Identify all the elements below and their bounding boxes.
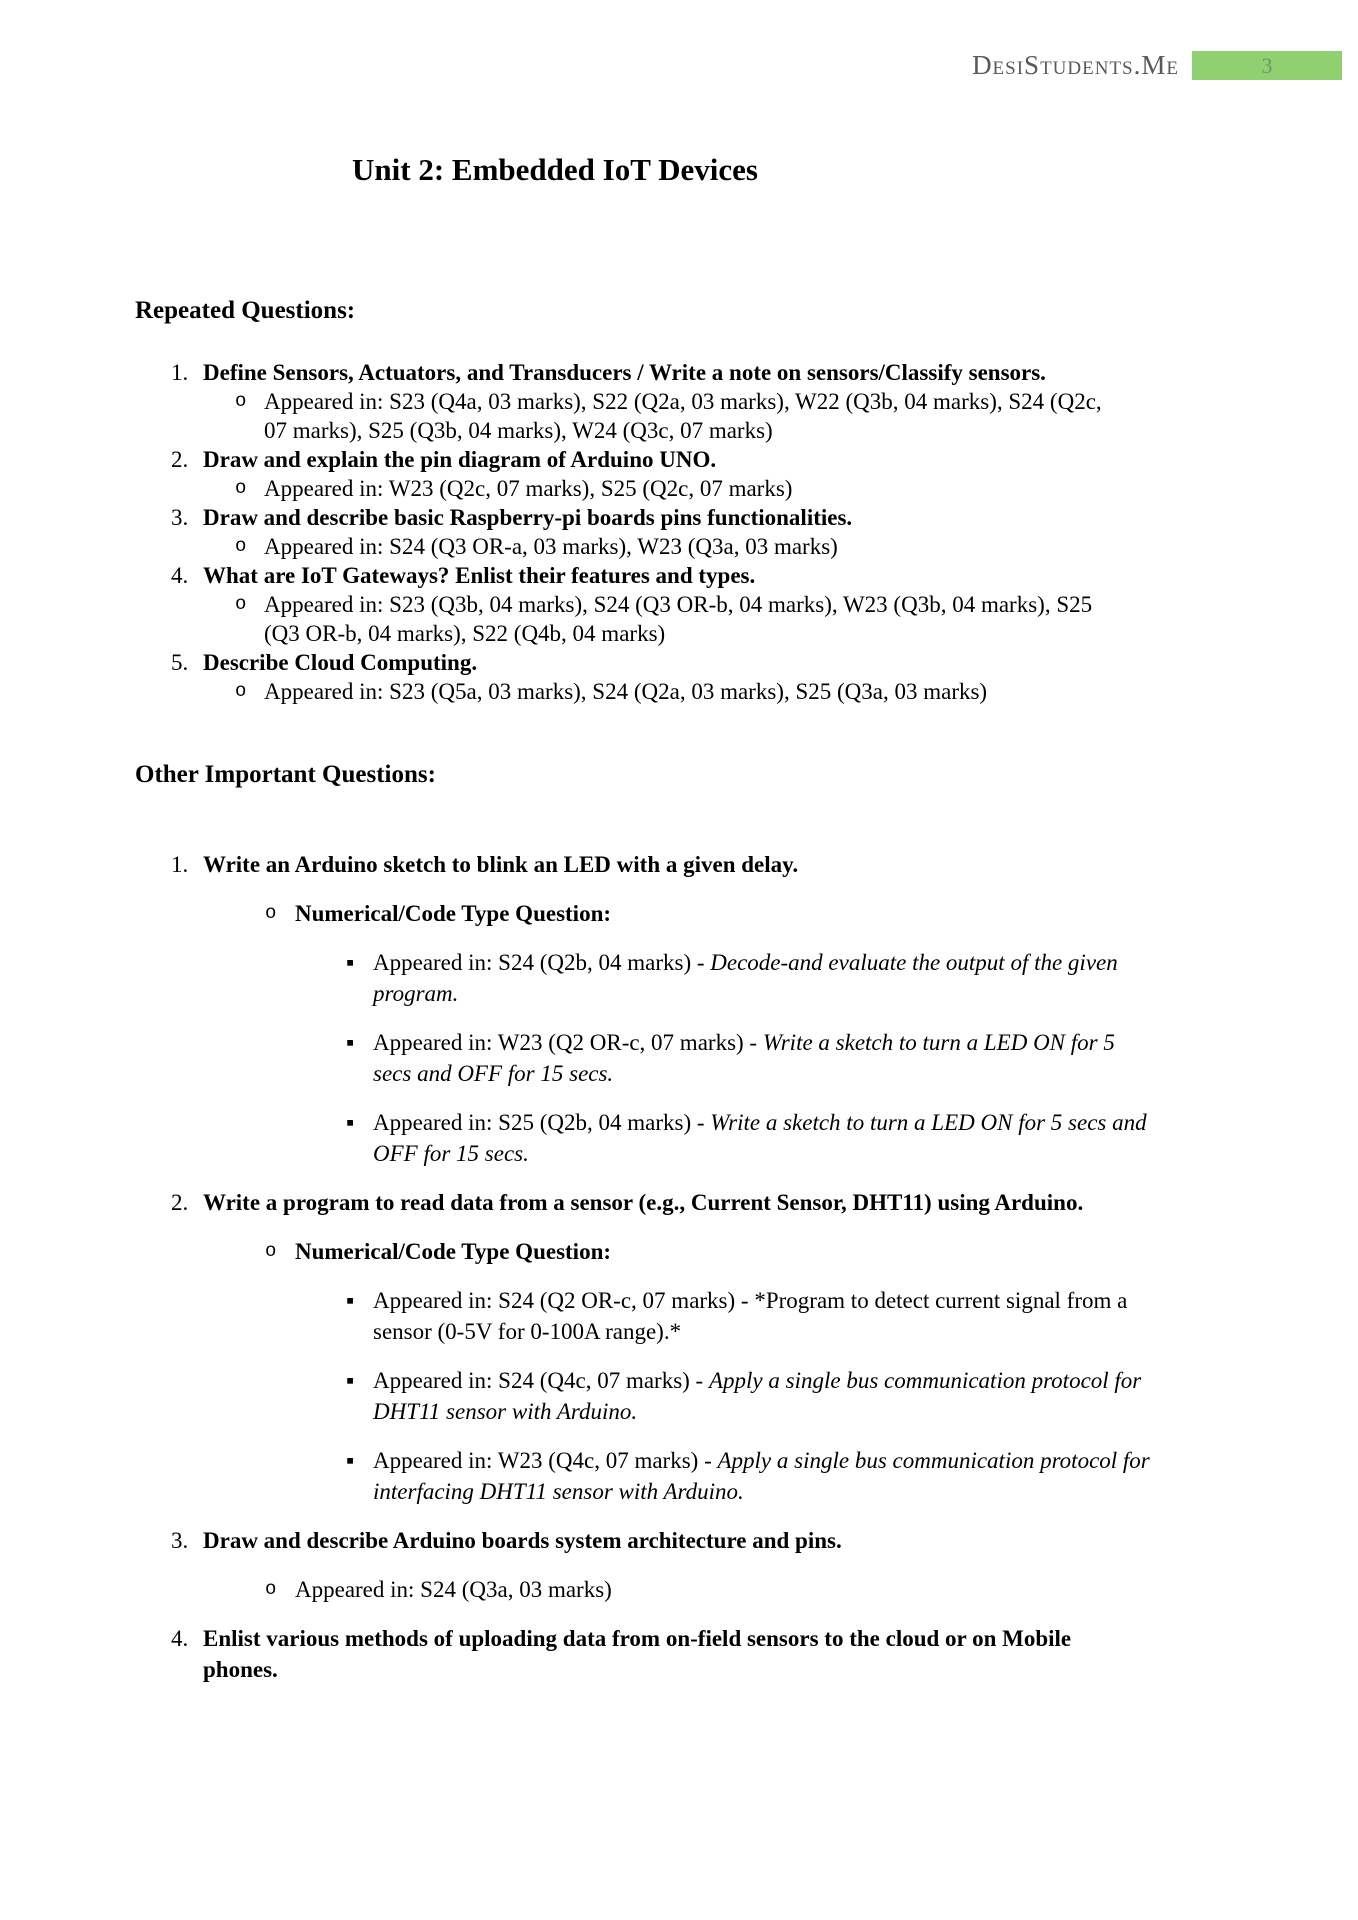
question-text: Describe Cloud Computing.: [203, 650, 478, 675]
section-heading-other: Other Important Questions:: [135, 761, 436, 788]
question-number: 4.: [171, 563, 189, 588]
occurrence-detail: Apply a single bus communication protocol for DHT11 sensor with Arduino.: [373, 1368, 1142, 1424]
occurrence-detail: Write a sketch to turn a LED ON for 5 secs and OFF for 15 secs.: [373, 1030, 1115, 1086]
occurrence-text: [373, 1107, 1153, 1169]
occurrence-text: [373, 1027, 1153, 1089]
question-item: [135, 358, 1195, 445]
occurrence-prefix: Appeared in: S25 (Q2b, 04 marks) -: [373, 1110, 711, 1135]
question-item: [135, 1525, 1195, 1605]
page-number-badge: [1192, 51, 1342, 80]
square-bullet: ▪: [346, 1288, 355, 1313]
circle-bullet: o: [235, 680, 247, 702]
square-bullet: ▪: [346, 1448, 355, 1473]
question-number: 3.: [171, 1528, 189, 1553]
repeated-question-list: [135, 358, 1195, 706]
occurrence-item: [135, 1445, 1195, 1507]
question-text: Draw and explain the pin diagram of Arduino UNO.: [203, 447, 717, 472]
square-bullet: ▪: [346, 1030, 355, 1055]
circle-bullet: o: [235, 535, 247, 557]
occurrence-text: [373, 1365, 1153, 1427]
question-line: [135, 445, 1195, 474]
site-name: DesiStudents.Me: [972, 50, 1179, 80]
occurrence-prefix: Appeared in: W23 (Q4c, 07 marks) -: [373, 1448, 718, 1473]
occurrence-prefix: Appeared in: S24 (Q2b, 04 marks) -: [373, 950, 711, 975]
appeared-line: [135, 590, 1195, 648]
question-line: [135, 648, 1195, 677]
other-question-list: [135, 849, 1195, 1685]
circle-bullet: o: [235, 477, 247, 499]
sub-question-heading: Numerical/Code Type Question:: [295, 1239, 612, 1264]
question-text: Write an Arduino sketch to blink an LED with a given delay.: [203, 852, 799, 877]
appeared-text: Appeared in: W23 (Q2c, 07 marks), S25 (Q2c, 07 marks): [264, 476, 793, 501]
appeared-line: [135, 677, 1195, 706]
question-text: Write a program to read data from a sensor (e.g., Current Sensor, DHT11) using Arduino.: [203, 1190, 1084, 1215]
appeared-text: Appeared in: S23 (Q4a, 03 marks), S22 (Q2a, 03 marks), W22 (Q3b, 04 marks), S24 (Q2c, 07 marks), S25 (Q3b, 04 marks), W24 (Q3c, 07 marks): [264, 389, 1102, 443]
question-item: [135, 503, 1195, 561]
occurrence-item: [135, 1365, 1195, 1427]
question-item: [135, 849, 1195, 1169]
circle-bullet: o: [265, 1578, 277, 1600]
square-bullet: ▪: [346, 950, 355, 975]
appeared-line: [135, 1574, 1195, 1605]
page-number: 3: [1261, 52, 1273, 78]
question-text: What are IoT Gateways? Enlist their features and types.: [203, 563, 756, 588]
appeared-line: [135, 532, 1195, 561]
question-number: 2.: [171, 1190, 189, 1215]
appeared-text: Appeared in: S24 (Q3 OR-a, 03 marks), W23 (Q3a, 03 marks): [264, 534, 838, 559]
question-line: [135, 1623, 1195, 1685]
occurrence-prefix: Appeared in: W23 (Q2 OR-c, 07 marks) -: [373, 1030, 763, 1055]
question-line: [135, 1187, 1195, 1218]
circle-bullet: o: [235, 593, 247, 615]
section-heading-repeated: Repeated Questions:: [135, 297, 356, 324]
question-item: [135, 648, 1195, 706]
occurrence-detail: Apply a single bus communication protocol for interfacing DHT11 sensor with Arduino.: [373, 1448, 1150, 1504]
occurrence-text: [373, 1285, 1153, 1347]
question-line: [135, 561, 1195, 590]
question-text: Draw and describe basic Raspberry-pi boards pins functionalities.: [203, 505, 853, 530]
square-bullet: ▪: [346, 1368, 355, 1393]
occurrence-text: [373, 1445, 1153, 1507]
circle-bullet: o: [235, 390, 247, 412]
occurrence-item: [135, 1285, 1195, 1347]
question-text: Draw and describe Arduino boards system architecture and pins.: [203, 1528, 842, 1553]
occurrence-item: [135, 1027, 1195, 1089]
question-line: [135, 849, 1195, 880]
question-number: 2.: [171, 447, 189, 472]
sub-question-heading: Numerical/Code Type Question:: [295, 901, 612, 926]
question-item: [135, 1187, 1195, 1507]
circle-bullet: o: [265, 1240, 277, 1262]
appeared-line: [135, 474, 1195, 503]
appeared-text: Appeared in: S23 (Q3b, 04 marks), S24 (Q3 OR-b, 04 marks), W23 (Q3b, 04 marks), S25 (Q3 OR-b, 04 marks), S22 (Q4b, 04 marks): [264, 592, 1093, 646]
occurrence-detail: Write a sketch to turn a LED ON for 5 secs and OFF for 15 secs.: [373, 1110, 1147, 1166]
occurrence-item: [135, 1107, 1195, 1169]
question-number: 5.: [171, 650, 189, 675]
question-number: 4.: [171, 1626, 189, 1651]
question-text: Enlist various methods of uploading data from on-field sensors to the cloud or on Mobile phones.: [203, 1626, 1072, 1682]
appeared-line: [135, 387, 1195, 445]
appeared-text: Appeared in: S24 (Q3a, 03 marks): [295, 1577, 612, 1602]
occurrence-text: [373, 947, 1153, 1009]
question-item: [135, 561, 1195, 648]
sub-question-heading-line: [135, 1236, 1195, 1267]
occurrence-prefix: Appeared in: S24 (Q4c, 07 marks) -: [373, 1368, 709, 1393]
question-line: [135, 358, 1195, 387]
circle-bullet: o: [265, 902, 277, 924]
occurrence-detail: Decode-and evaluate the output of the given program.: [373, 950, 1118, 1006]
occurrence-prefix: Appeared in: S24 (Q2 OR-c, 07 marks) -: [373, 1288, 755, 1313]
content-column: [135, 296, 1195, 1703]
sub-question-heading-line: [135, 898, 1195, 929]
occurrence-item: [135, 947, 1195, 1009]
question-line: [135, 1525, 1195, 1556]
page-title: Unit 2: Embedded IoT Devices: [352, 152, 758, 187]
appeared-text: Appeared in: S23 (Q5a, 03 marks), S24 (Q2a, 03 marks), S25 (Q3a, 03 marks): [264, 679, 988, 704]
question-line: [135, 503, 1195, 532]
square-bullet: ▪: [346, 1110, 355, 1135]
question-number: 3.: [171, 505, 189, 530]
question-number: 1.: [171, 852, 189, 877]
page-header: [972, 50, 1342, 81]
question-item: [135, 445, 1195, 503]
question-item: [135, 1623, 1195, 1685]
question-number: 1.: [171, 360, 189, 385]
question-text: Define Sensors, Actuators, and Transducers / Write a note on sensors/Classify sensors.: [203, 360, 1046, 385]
occurrence-detail: *Program to detect current signal from a sensor (0-5V for 0-100A range).*: [373, 1288, 1128, 1344]
